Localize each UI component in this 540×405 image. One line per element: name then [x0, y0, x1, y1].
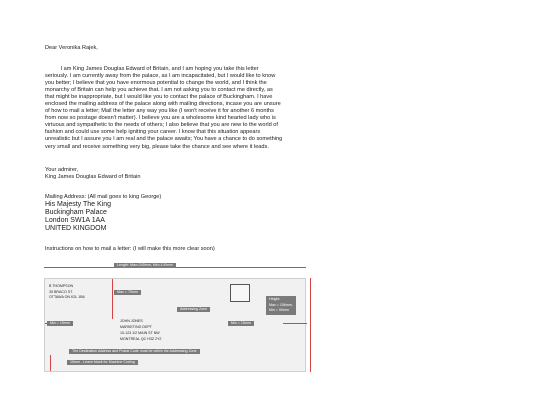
body-line: enclosed the mailing address of the palace along with mailing directions, incase you are unsure	[45, 101, 281, 108]
body-line: I am King James Douglas Edward of Britain, and I am hoping you take this letter	[45, 66, 259, 72]
body-line: seriously. I am currently away from the palace, as I am incapacitated, but I would like to know	[45, 73, 276, 80]
dest-address-line: MARKETING DEPT	[120, 325, 152, 329]
body-line: that might be inappropriate, but I would like you to contact the palace of Buckingham. I have	[45, 94, 273, 101]
min-right-label: Min = 15mm	[228, 321, 254, 326]
stamp-box	[230, 284, 250, 302]
height-label	[266, 296, 296, 315]
envelope	[44, 278, 306, 372]
address-line: UNITED KINGDOM	[45, 225, 107, 232]
address-line: His Majesty The King	[45, 201, 112, 208]
height-arrow	[310, 278, 311, 372]
bottom-marker-line	[50, 355, 51, 371]
addressing-zone-label: Addressing Zone	[177, 307, 210, 312]
height-label-line: Max = 156mm,	[269, 302, 293, 307]
body-line: from now so postage doesn't matter). I believe you are a wholesome kind hearted lady who is	[45, 115, 276, 122]
return-address-line: OTTAWA ON K2L 1B6	[49, 295, 85, 299]
zone-note-label: The Destination Address and Postal Code must be within the Addressing Zone	[69, 349, 200, 354]
closing: Your admirer,	[45, 167, 79, 173]
max-marker-line	[112, 279, 113, 319]
address-line: London SW1A 1AA	[45, 217, 105, 224]
min-right-marker	[283, 323, 307, 324]
body-line: unrealistic but I assure you I am real and the palace awaits; You have a chance to do something	[45, 136, 283, 143]
body-line: virtuous and sympathetic to the needs of others; I also believe that you are new to the world of	[45, 122, 278, 129]
body-line: fashion and could use some help igniting your career. I know that this situation appears	[45, 129, 261, 136]
return-address-line: B THOMPSON	[49, 284, 74, 288]
max-label: Max = 75mm	[114, 290, 141, 295]
dest-address-line: 10-123 1/2 MAIN ST NW	[120, 331, 160, 335]
dest-address-line: JOHN JONES	[120, 319, 143, 323]
return-address-line: 35 BRACO ST.	[49, 289, 73, 294]
address-line: Buckingham Palace	[45, 209, 107, 216]
body-line: monarchy of Britain can help you achieve that. I am not asking you to contact me directly, as	[45, 87, 273, 94]
dest-address-line: MONTREAL QC H3Z 2Y2	[120, 337, 162, 341]
bottom-note-label: 15mm - Leave blank for Machine Coding	[67, 360, 138, 365]
length-label: Length: Max=245mm, Min=140mm	[114, 263, 176, 268]
height-label-line: Height:	[269, 297, 281, 301]
mailing-label: Mailing Address: (All mail goes to king George)	[45, 194, 162, 200]
height-label-line: Min = 90mm	[269, 308, 289, 313]
letter-body	[45, 66, 485, 151]
envelope-diagram	[36, 262, 336, 374]
min-left-label: Min = 15mm	[47, 321, 73, 326]
body-line: very small and receive something very big, please take the chance and see where it leads.	[45, 143, 269, 150]
instructions-text: Instructions on how to mail a letter: (I will make this more clear soon)	[45, 246, 215, 252]
body-line: of how to mail a letter; Mail the letter any way you like (I won't receive it for another 6 months	[45, 108, 274, 115]
signature: King James Douglas Edward of Britain	[45, 174, 141, 180]
body-line: you better; I believe that you have enormous potential to change the world, and I think the	[45, 80, 267, 87]
greeting: Dear Veronika Rajek,	[45, 45, 98, 51]
